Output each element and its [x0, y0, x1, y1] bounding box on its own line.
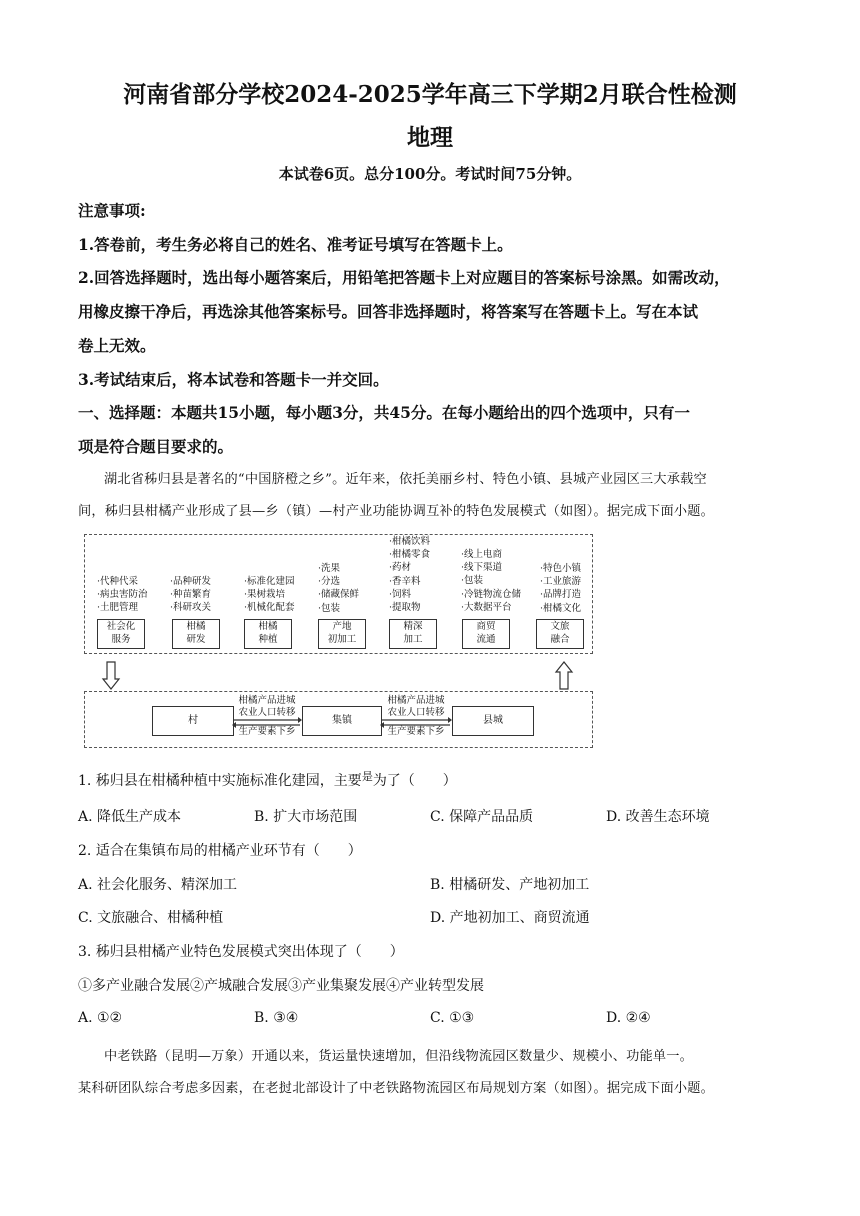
q3-statements: ①多产业融合发展②产城融合发展③产业集聚发展④产业转型发展 [78, 978, 484, 994]
material-1-line-2: 间，秭归县柑橘产业形成了县—乡（镇）—村产业功能协调互补的特色发展模式（如图）。据完成下面小题。 [78, 504, 714, 519]
q1-option-a: A. 降低生产成本 [78, 809, 182, 825]
node-village: 村 [152, 706, 234, 736]
note-2-line-2: 用橡皮擦干净后，再选涂其他答案标号。回答非选择题时，将答案写在答题卡上。写在本试 [78, 302, 699, 321]
column-items: ·线上电商 ·线下渠道 ·包装 ·冷链物流仓储 ·大数据平台 [461, 549, 522, 613]
flow-down-label: 生产要素下乡 [238, 726, 296, 737]
q3-option-c: C. ①③ [430, 1010, 475, 1026]
q3-option-b: B. ③④ [254, 1010, 299, 1026]
box-deep-processing: 精深 加工 [389, 619, 437, 649]
material-1-line-1: 湖北省秭归县是著名的“中国脐橙之乡”。近年来，依托美丽乡村、特色小镇、县城产业园区三大承载空 [104, 472, 707, 487]
exam-title: 河南省部分学校2024-2025学年高三下学期2月联合性检测 [123, 81, 737, 108]
q3-option-a: A. ①② [78, 1010, 123, 1026]
arrow-head [298, 717, 302, 723]
material-2-line-2: 某科研团队综合考虑多因素，在老挝北部设计了中老铁路物流园区布局规划方案（如图）。据完成下面小题。 [78, 1081, 714, 1096]
column-items: ·洗果 ·分选 ·储藏保鲜 ·包装 [318, 563, 360, 614]
q3-option-d: D. ②④ [606, 1010, 651, 1026]
notes-heading: 注意事项: [78, 201, 146, 220]
node-town: 集镇 [302, 706, 382, 736]
box-citrus-rd: 柑橘 研发 [172, 619, 220, 649]
q1-option-c: C. 保障产品品质 [430, 809, 534, 825]
box-citrus-planting: 柑橘 种植 [244, 619, 292, 649]
column-items: ·标准化建园 ·果树栽培 ·机械化配套 [244, 576, 295, 614]
q3-stem: 3. 秭归县柑橘产业特色发展模式突出体现了（ ） [78, 944, 404, 960]
q1-stem-mark: 是 [361, 770, 373, 783]
q2-option-b: B. 柑橘研发、产地初加工 [430, 877, 590, 893]
section-1-line-2: 项是符合题目要求的。 [78, 437, 234, 456]
node-county: 县城 [452, 706, 534, 736]
up-arrow-icon [556, 662, 572, 689]
box-social-service: 社会化 服务 [97, 619, 145, 649]
arrow-head [448, 717, 452, 723]
q2-option-c: C. 文旅融合、柑橘种植 [78, 910, 224, 926]
arrow-head [380, 722, 384, 728]
q2-option-a: A. 社会化服务、精深加工 [78, 877, 238, 893]
q1-stem: 1. 秭归县在柑橘种植中实施标准化建园，主要$^是$为了（ ） [78, 770, 457, 789]
citrus-industry-diagram [84, 531, 596, 749]
diagram-arrows [84, 531, 596, 749]
q1-option-d: D. 改善生态环境 [606, 809, 710, 825]
q2-option-d: D. 产地初加工、商贸流通 [430, 910, 590, 926]
note-2-line-3: 卷上无效。 [78, 336, 156, 355]
material-2-line-1: 中老铁路（昆明—万象）开通以来，货运量快速增加，但沿线物流园区数量少、规模小、功能单一。 [104, 1049, 694, 1064]
q2-stem: 2. 适合在集镇布局的柑橘产业环节有（ ） [78, 843, 362, 859]
flow-down-label: 生产要素下乡 [387, 726, 445, 737]
flow-up-label: 柑橘产品进城 农业人口转移 [238, 695, 296, 718]
column-items: ·代种代采 ·病虫害防治 ·土肥管理 [97, 576, 148, 614]
arrow-head [232, 722, 236, 728]
note-1: 1.答卷前，考生务必将自己的姓名、准考证号填写在答题卡上。 [78, 235, 513, 254]
q1-option-b: B. 扩大市场范围 [254, 809, 358, 825]
note-2-line-1: 2.回答选择题时，选出每小题答案后，用铅笔把答题卡上对应题目的答案标号涂黑。如需改动， [78, 268, 730, 287]
box-trade-circulation: 商贸 流通 [462, 619, 510, 649]
subject-title: 地理 [407, 124, 453, 151]
down-arrow-icon [103, 662, 119, 689]
column-items: ·品种研发 ·种苗繁育 ·科研攻关 [170, 576, 212, 614]
note-3: 3.考试结束后，将本试卷和答题卡一并交回。 [78, 370, 389, 389]
box-culture-tourism: 文旅 融合 [536, 619, 584, 649]
exam-info: 本试卷6页。总分100分。考试时间75分钟。 [278, 165, 582, 183]
column-items: ·特色小镇 ·工业旅游 ·品牌打造 ·柑橘文化 [540, 563, 582, 614]
flow-up-label: 柑橘产品进城 农业人口转移 [387, 695, 445, 718]
column-items: ·柑橘饮料 ·柑橘零食 ·药材 ·香辛料 ·饲料 ·提取物 [389, 536, 431, 614]
box-primary-processing: 产地 初加工 [318, 619, 366, 649]
section-1-line-1: 一、选择题：本题共15小题，每小题3分，共45分。在每小题给出的四个选项中，只有一 [78, 403, 690, 422]
